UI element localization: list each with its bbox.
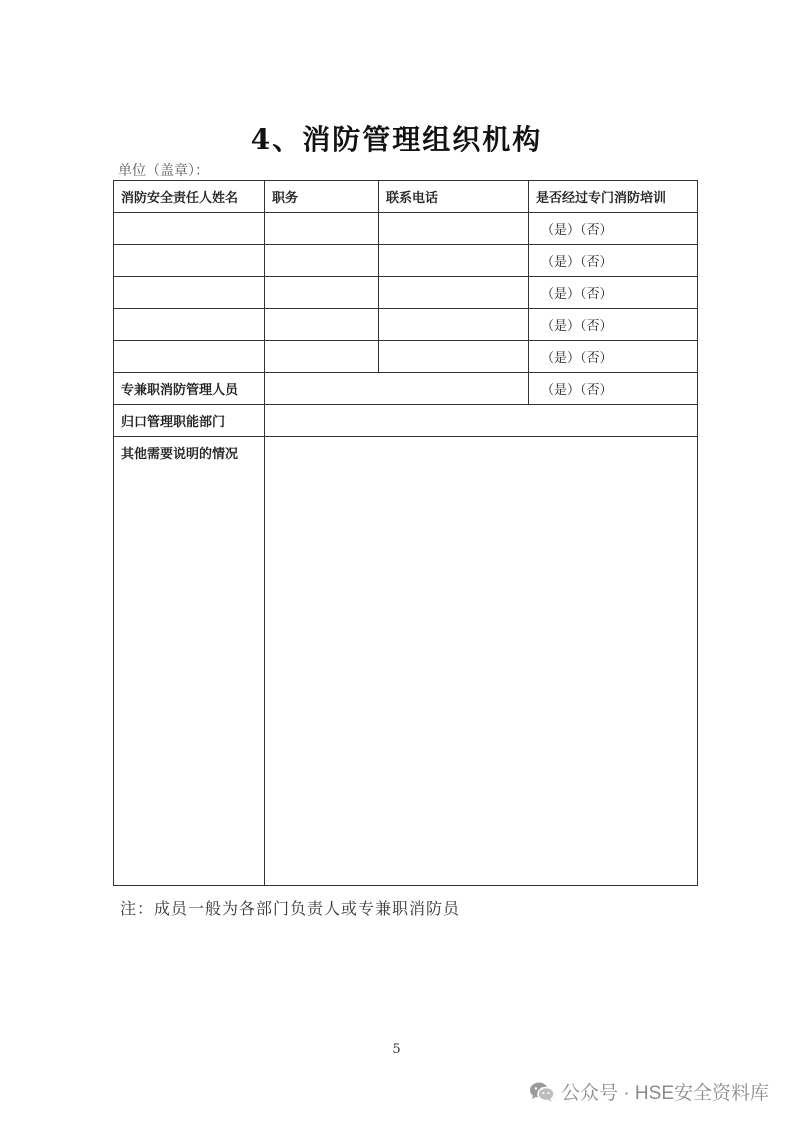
training-yes-no[interactable]: （是）（否） [529,245,698,277]
table-row [114,341,698,373]
footnote: 注：成员一般为各部门负责人或专兼职消防员 [120,899,461,918]
unit-seal-label: 单位（盖章）： [118,163,209,179]
other-notes-label: 其他需要说明的情况 [114,437,265,886]
table-row [114,277,698,309]
phone-cell[interactable] [379,277,529,309]
fulltime-staff-row [114,373,698,405]
position-cell[interactable] [265,309,379,341]
other-notes-row [114,437,698,886]
training-yes-no[interactable]: （是）（否） [529,213,698,245]
page-number: 5 [392,1042,401,1057]
name-cell[interactable] [114,309,265,341]
fulltime-training-yes-no[interactable]: （是）（否） [529,373,698,405]
name-cell[interactable] [114,277,265,309]
header-name: 消防安全责任人姓名 [114,181,265,213]
dept-row [114,405,698,437]
table-row [114,245,698,277]
header-position: 职务 [265,181,379,213]
phone-cell[interactable] [379,245,529,277]
position-cell[interactable] [265,277,379,309]
fulltime-staff-label: 专兼职消防管理人员 [114,373,265,405]
table-header-row [114,181,698,213]
header-training: 是否经过专门消防培训 [529,181,698,213]
watermark-text: 公众号 · HSE安全资料库 [561,1083,769,1104]
header-phone: 联系电话 [379,181,529,213]
dept-label: 归口管理职能部门 [114,405,265,437]
watermark [529,1078,769,1105]
training-yes-no[interactable]: （是）（否） [529,277,698,309]
phone-cell[interactable] [379,341,529,373]
position-cell[interactable] [265,341,379,373]
name-cell[interactable] [114,245,265,277]
other-notes-value[interactable] [265,437,698,886]
name-cell[interactable] [114,341,265,373]
phone-cell[interactable] [379,309,529,341]
fulltime-staff-value[interactable] [265,373,529,405]
page-title: 4、消防管理组织机构 [250,123,543,156]
wechat-icon [529,1081,555,1103]
position-cell[interactable] [265,213,379,245]
name-cell[interactable] [114,213,265,245]
dept-value[interactable] [265,405,698,437]
training-yes-no[interactable]: （是）（否） [529,341,698,373]
table-row [114,213,698,245]
fire-management-table [113,180,698,886]
position-cell[interactable] [265,245,379,277]
table-row [114,309,698,341]
training-yes-no[interactable]: （是）（否） [529,309,698,341]
phone-cell[interactable] [379,213,529,245]
